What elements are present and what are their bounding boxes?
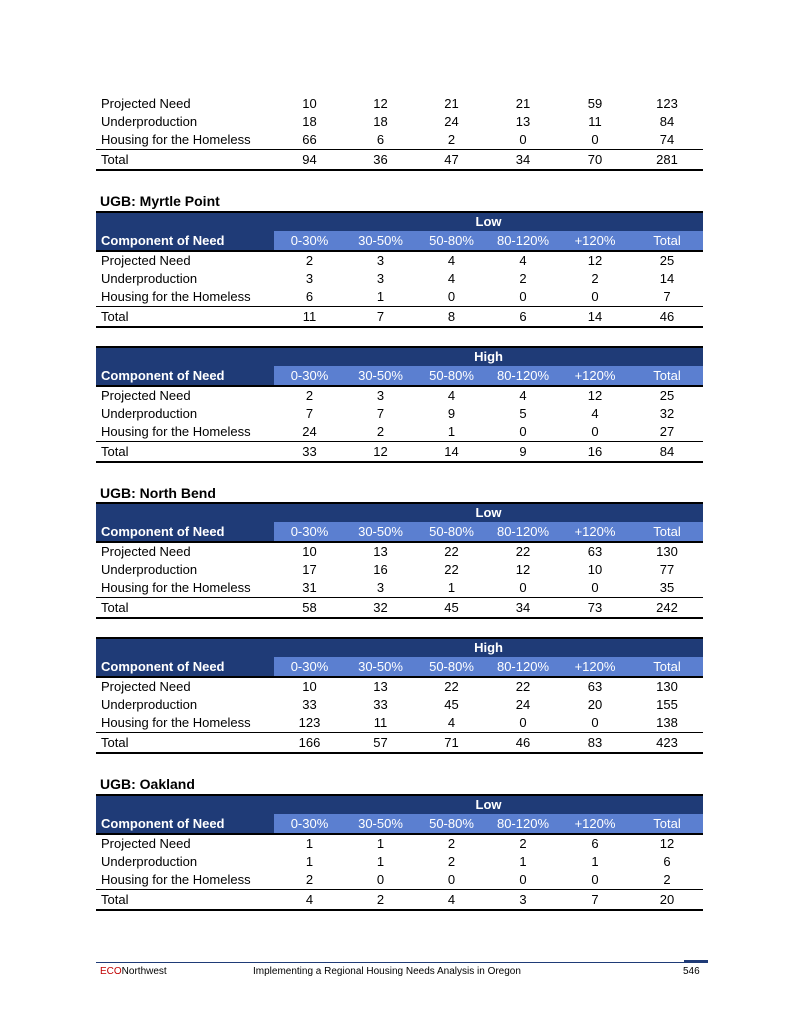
table-cell: 20 bbox=[587, 697, 603, 712]
table-cell: 33 bbox=[302, 697, 317, 712]
footer-brand-prefix: ECO bbox=[100, 966, 122, 977]
table-cell: 2 bbox=[274, 251, 345, 270]
table-cell: 4 bbox=[416, 890, 487, 911]
column-header: 80-120% bbox=[487, 814, 559, 834]
table-cell: 0 bbox=[591, 424, 599, 439]
table-cell: 0 bbox=[519, 289, 527, 304]
column-header: Total bbox=[631, 522, 703, 542]
table-cell: 138 bbox=[656, 715, 678, 730]
row-label: Total bbox=[96, 733, 274, 754]
row-label: Projected Need bbox=[101, 96, 191, 111]
table-cell: 13 bbox=[515, 114, 531, 129]
table-cell: 1 bbox=[376, 854, 385, 869]
table-north-bend-high bbox=[96, 637, 703, 754]
row-label: Total bbox=[96, 442, 274, 463]
table-cell: 4 bbox=[447, 715, 456, 730]
row-label: Underproduction bbox=[101, 854, 198, 869]
table-cell: 66 bbox=[302, 132, 317, 147]
table-cell: 16 bbox=[373, 562, 388, 577]
table-cell: 4 bbox=[591, 406, 599, 421]
table-cell: 22 bbox=[416, 542, 487, 561]
table-cell: 2 bbox=[416, 834, 487, 853]
table-cell: 84 bbox=[631, 442, 703, 463]
table-cell: 24 bbox=[302, 424, 317, 439]
column-header: +120% bbox=[559, 366, 631, 386]
table-cell: 12 bbox=[559, 386, 631, 405]
column-header: +120% bbox=[559, 657, 631, 677]
table-cell: 10 bbox=[274, 677, 345, 696]
table-cell: 3 bbox=[345, 386, 416, 405]
column-header-row bbox=[96, 657, 703, 677]
table-cell: 73 bbox=[559, 598, 631, 619]
table-cell: 46 bbox=[631, 307, 703, 328]
table-cell: 6 bbox=[663, 854, 671, 869]
table-cell: 1 bbox=[447, 424, 456, 439]
table-cell: 2 bbox=[345, 890, 416, 911]
column-header: 0-30% bbox=[274, 231, 345, 251]
table-cell: 1 bbox=[376, 289, 385, 304]
table-cell: 0 bbox=[591, 872, 599, 887]
scenario-band-row bbox=[96, 212, 703, 231]
table-row bbox=[96, 871, 703, 890]
table-myrtle-point-high bbox=[96, 346, 703, 463]
column-header-row bbox=[96, 231, 703, 251]
table-cell: 7 bbox=[559, 890, 631, 911]
band-spacer bbox=[96, 503, 274, 522]
table-cell: 84 bbox=[659, 114, 675, 129]
table-cell: 33 bbox=[373, 697, 388, 712]
table-cell: 7 bbox=[376, 406, 385, 421]
table-cell: 2 bbox=[519, 271, 527, 286]
table-cell: 22 bbox=[487, 542, 559, 561]
table-cell: 0 bbox=[447, 872, 456, 887]
column-header: 0-30% bbox=[274, 522, 345, 542]
table-cell: 14 bbox=[416, 442, 487, 463]
table-cell: 0 bbox=[519, 132, 527, 147]
column-header: 50-80% bbox=[416, 814, 487, 834]
column-header: 30-50% bbox=[345, 657, 416, 677]
row-label: Housing for the Homeless bbox=[101, 580, 251, 595]
table-cell: 10 bbox=[587, 562, 603, 577]
column-header: Component of Need bbox=[96, 366, 274, 386]
table-cell: 2 bbox=[447, 132, 456, 147]
footer-brand-suffix: Northwest bbox=[121, 966, 167, 977]
table-row bbox=[96, 853, 703, 871]
table-cell: 47 bbox=[416, 150, 487, 171]
column-header: Component of Need bbox=[96, 522, 274, 542]
row-label: Projected Need bbox=[96, 251, 274, 270]
table-cell: 22 bbox=[416, 677, 487, 696]
table-cell: 2 bbox=[591, 271, 599, 286]
table-row bbox=[96, 542, 703, 561]
scenario-band-label: Low bbox=[274, 212, 703, 231]
scenario-band-label: Low bbox=[274, 503, 703, 522]
table-cell: 31 bbox=[302, 580, 317, 595]
table-cell: 57 bbox=[345, 733, 416, 754]
column-header: +120% bbox=[559, 231, 631, 251]
row-label: Underproduction bbox=[101, 562, 198, 577]
column-header: Total bbox=[631, 231, 703, 251]
column-header: Total bbox=[631, 366, 703, 386]
table-cell: 8 bbox=[416, 307, 487, 328]
row-label: Housing for the Homeless bbox=[101, 132, 251, 147]
table-cell: 2 bbox=[487, 834, 559, 853]
table-cell: 3 bbox=[487, 890, 559, 911]
table-cell: 6 bbox=[305, 289, 314, 304]
table-cell: 123 bbox=[298, 715, 321, 730]
table-cell: 6 bbox=[487, 307, 559, 328]
table-cell: 1 bbox=[305, 854, 314, 869]
table-cell: 2 bbox=[274, 386, 345, 405]
column-header: Total bbox=[631, 657, 703, 677]
column-header: 80-120% bbox=[487, 522, 559, 542]
table-cell: 24 bbox=[444, 114, 459, 129]
column-header: Total bbox=[631, 814, 703, 834]
table-cell: 6 bbox=[376, 132, 385, 147]
scenario-band-label: Low bbox=[274, 795, 703, 814]
table-cell: 22 bbox=[487, 677, 559, 696]
column-header: Component of Need bbox=[96, 657, 274, 677]
table-cell: 13 bbox=[345, 677, 416, 696]
row-label: Total bbox=[96, 150, 274, 171]
column-header: +120% bbox=[559, 814, 631, 834]
table-cell: 58 bbox=[274, 598, 345, 619]
table-cell: 0 bbox=[591, 580, 599, 595]
table-cell: 83 bbox=[559, 733, 631, 754]
table-cell: 0 bbox=[591, 715, 599, 730]
table-cell: 21 bbox=[444, 96, 459, 111]
table-cell: 423 bbox=[631, 733, 703, 754]
column-header-row bbox=[96, 522, 703, 542]
table-row bbox=[96, 579, 703, 598]
band-spacer bbox=[96, 212, 274, 231]
table-cell: 2 bbox=[663, 872, 671, 887]
table-cell: 25 bbox=[631, 386, 703, 405]
column-header: 80-120% bbox=[487, 231, 559, 251]
table-myrtle-point-low bbox=[96, 211, 703, 328]
table-cell: 130 bbox=[631, 677, 703, 696]
total-row bbox=[96, 598, 703, 619]
column-header: 80-120% bbox=[487, 657, 559, 677]
table-cell: 4 bbox=[416, 251, 487, 270]
column-header: Component of Need bbox=[96, 814, 274, 834]
table-cell: 9 bbox=[487, 442, 559, 463]
table-cell: 14 bbox=[659, 271, 675, 286]
column-header: 30-50% bbox=[345, 814, 416, 834]
row-label: Projected Need bbox=[96, 677, 274, 696]
column-header: 0-30% bbox=[274, 814, 345, 834]
column-header: Component of Need bbox=[96, 231, 274, 251]
table-cell: 21 bbox=[515, 96, 531, 111]
column-header: 50-80% bbox=[416, 657, 487, 677]
table-north-bend-low bbox=[96, 502, 703, 619]
table-cell: 32 bbox=[659, 406, 675, 421]
table-cell: 20 bbox=[631, 890, 703, 911]
table-cell: 34 bbox=[487, 598, 559, 619]
table-cell: 7 bbox=[345, 307, 416, 328]
table-cell: 4 bbox=[416, 386, 487, 405]
table-continued-top bbox=[96, 95, 703, 171]
table-cell: 0 bbox=[591, 289, 599, 304]
table-cell: 7 bbox=[305, 406, 314, 421]
table-cell: 3 bbox=[376, 271, 385, 286]
table-cell: 45 bbox=[444, 697, 459, 712]
table-row bbox=[96, 561, 703, 579]
table-cell: 2 bbox=[305, 872, 314, 887]
table-cell: 3 bbox=[345, 251, 416, 270]
table-cell: 9 bbox=[447, 406, 456, 421]
table-cell: 155 bbox=[656, 697, 678, 712]
table-cell: 1 bbox=[591, 854, 599, 869]
scenario-band-row bbox=[96, 638, 703, 657]
table-cell: 0 bbox=[519, 580, 527, 595]
table-cell: 63 bbox=[559, 677, 631, 696]
table-cell: 7 bbox=[663, 289, 671, 304]
table-cell: 0 bbox=[519, 424, 527, 439]
table-cell: 281 bbox=[631, 150, 703, 171]
table-cell: 17 bbox=[302, 562, 317, 577]
table-cell: 1 bbox=[447, 580, 456, 595]
table-cell: 12 bbox=[631, 834, 703, 853]
row-label: Underproduction bbox=[101, 114, 198, 129]
table-cell: 4 bbox=[447, 271, 456, 286]
table-cell: 12 bbox=[373, 96, 388, 111]
table-cell: 123 bbox=[656, 96, 678, 111]
table-cell: 94 bbox=[274, 150, 345, 171]
table-cell: 4 bbox=[487, 251, 559, 270]
total-row bbox=[96, 150, 703, 171]
column-header: +120% bbox=[559, 522, 631, 542]
table-cell: 1 bbox=[274, 834, 345, 853]
column-header: 50-80% bbox=[416, 366, 487, 386]
total-row bbox=[96, 442, 703, 463]
scenario-band-row bbox=[96, 503, 703, 522]
table-cell: 6 bbox=[559, 834, 631, 853]
scenario-band-row bbox=[96, 347, 703, 366]
table-cell: 12 bbox=[559, 251, 631, 270]
table-row bbox=[96, 288, 703, 307]
column-header: 30-50% bbox=[345, 522, 416, 542]
table-cell: 3 bbox=[376, 580, 385, 595]
table-cell: 11 bbox=[588, 114, 602, 129]
table-cell: 74 bbox=[659, 132, 675, 147]
row-label: Projected Need bbox=[96, 542, 274, 561]
row-label: Housing for the Homeless bbox=[101, 715, 251, 730]
table-row bbox=[96, 95, 703, 113]
table-cell: 71 bbox=[416, 733, 487, 754]
column-header: 50-80% bbox=[416, 231, 487, 251]
table-cell: 32 bbox=[345, 598, 416, 619]
row-label: Housing for the Homeless bbox=[101, 424, 251, 439]
footer-rule bbox=[96, 962, 707, 963]
row-label: Underproduction bbox=[101, 271, 198, 286]
table-row bbox=[96, 251, 703, 270]
table-cell: 242 bbox=[631, 598, 703, 619]
band-spacer bbox=[96, 638, 274, 657]
section-title-north-bend: UGB: North Bend bbox=[100, 485, 216, 501]
table-cell: 12 bbox=[515, 562, 531, 577]
table-cell: 1 bbox=[345, 834, 416, 853]
row-label: Projected Need bbox=[96, 834, 274, 853]
table-cell: 10 bbox=[274, 542, 345, 561]
table-cell: 0 bbox=[447, 289, 456, 304]
row-label: Housing for the Homeless bbox=[101, 872, 251, 887]
table-cell: 2 bbox=[447, 854, 456, 869]
table-cell: 59 bbox=[587, 96, 603, 111]
table-row bbox=[96, 696, 703, 714]
row-label: Projected Need bbox=[96, 386, 274, 405]
column-header: 0-30% bbox=[274, 657, 345, 677]
footer-title: Implementing a Regional Housing Needs Analysis in Oregon bbox=[253, 966, 521, 977]
row-label: Underproduction bbox=[101, 697, 198, 712]
row-label: Total bbox=[96, 307, 274, 328]
table-cell: 2 bbox=[376, 424, 385, 439]
table-cell: 22 bbox=[444, 562, 459, 577]
table-cell: 33 bbox=[274, 442, 345, 463]
band-spacer bbox=[96, 795, 274, 814]
table-cell: 0 bbox=[519, 872, 527, 887]
table-cell: 16 bbox=[559, 442, 631, 463]
table-cell: 4 bbox=[274, 890, 345, 911]
table-cell: 63 bbox=[559, 542, 631, 561]
total-row bbox=[96, 890, 703, 911]
table-cell: 18 bbox=[373, 114, 388, 129]
table-cell: 10 bbox=[302, 96, 317, 111]
table-row bbox=[96, 131, 703, 150]
table-row bbox=[96, 677, 703, 696]
footer-rule-accent bbox=[684, 960, 708, 963]
column-header-row bbox=[96, 366, 703, 386]
footer-brand bbox=[100, 966, 167, 977]
table-cell: 35 bbox=[659, 580, 675, 595]
table-row bbox=[96, 423, 703, 442]
band-spacer bbox=[96, 347, 274, 366]
total-row bbox=[96, 307, 703, 328]
table-row bbox=[96, 405, 703, 423]
page-number: 546 bbox=[683, 966, 700, 977]
column-header: 30-50% bbox=[345, 366, 416, 386]
table-cell: 1 bbox=[519, 854, 527, 869]
table-cell: 166 bbox=[274, 733, 345, 754]
row-label: Housing for the Homeless bbox=[101, 289, 251, 304]
column-header-row bbox=[96, 814, 703, 834]
table-cell: 36 bbox=[345, 150, 416, 171]
table-cell: 45 bbox=[416, 598, 487, 619]
table-cell: 0 bbox=[591, 132, 599, 147]
table-cell: 5 bbox=[519, 406, 527, 421]
table-cell: 25 bbox=[631, 251, 703, 270]
table-cell: 0 bbox=[519, 715, 527, 730]
table-cell: 24 bbox=[515, 697, 531, 712]
table-oakland-low bbox=[96, 794, 703, 911]
section-title-myrtle-point: UGB: Myrtle Point bbox=[100, 193, 220, 209]
scenario-band-label: High bbox=[274, 638, 703, 657]
table-cell: 46 bbox=[487, 733, 559, 754]
table-cell: 70 bbox=[559, 150, 631, 171]
scenario-band-row bbox=[96, 795, 703, 814]
table-cell: 14 bbox=[559, 307, 631, 328]
table-cell: 4 bbox=[487, 386, 559, 405]
column-header: 80-120% bbox=[487, 366, 559, 386]
total-row bbox=[96, 733, 703, 754]
table-cell: 130 bbox=[631, 542, 703, 561]
table-cell: 13 bbox=[345, 542, 416, 561]
table-cell: 18 bbox=[302, 114, 317, 129]
scenario-band-label: High bbox=[274, 347, 703, 366]
table-cell: 77 bbox=[659, 562, 675, 577]
row-label: Total bbox=[96, 890, 274, 911]
row-label: Underproduction bbox=[101, 406, 198, 421]
section-title-oakland: UGB: Oakland bbox=[100, 776, 195, 792]
table-row bbox=[96, 113, 703, 131]
column-header: 50-80% bbox=[416, 522, 487, 542]
row-label: Total bbox=[96, 598, 274, 619]
table-cell: 12 bbox=[345, 442, 416, 463]
table-cell: 34 bbox=[487, 150, 559, 171]
table-row bbox=[96, 714, 703, 733]
table-row bbox=[96, 270, 703, 288]
table-row bbox=[96, 386, 703, 405]
table-cell: 0 bbox=[376, 872, 385, 887]
table-cell: 27 bbox=[659, 424, 675, 439]
column-header: 30-50% bbox=[345, 231, 416, 251]
column-header: 0-30% bbox=[274, 366, 345, 386]
table-cell: 3 bbox=[305, 271, 314, 286]
table-cell: 11 bbox=[373, 715, 388, 730]
table-cell: 11 bbox=[274, 307, 345, 328]
table-row bbox=[96, 834, 703, 853]
